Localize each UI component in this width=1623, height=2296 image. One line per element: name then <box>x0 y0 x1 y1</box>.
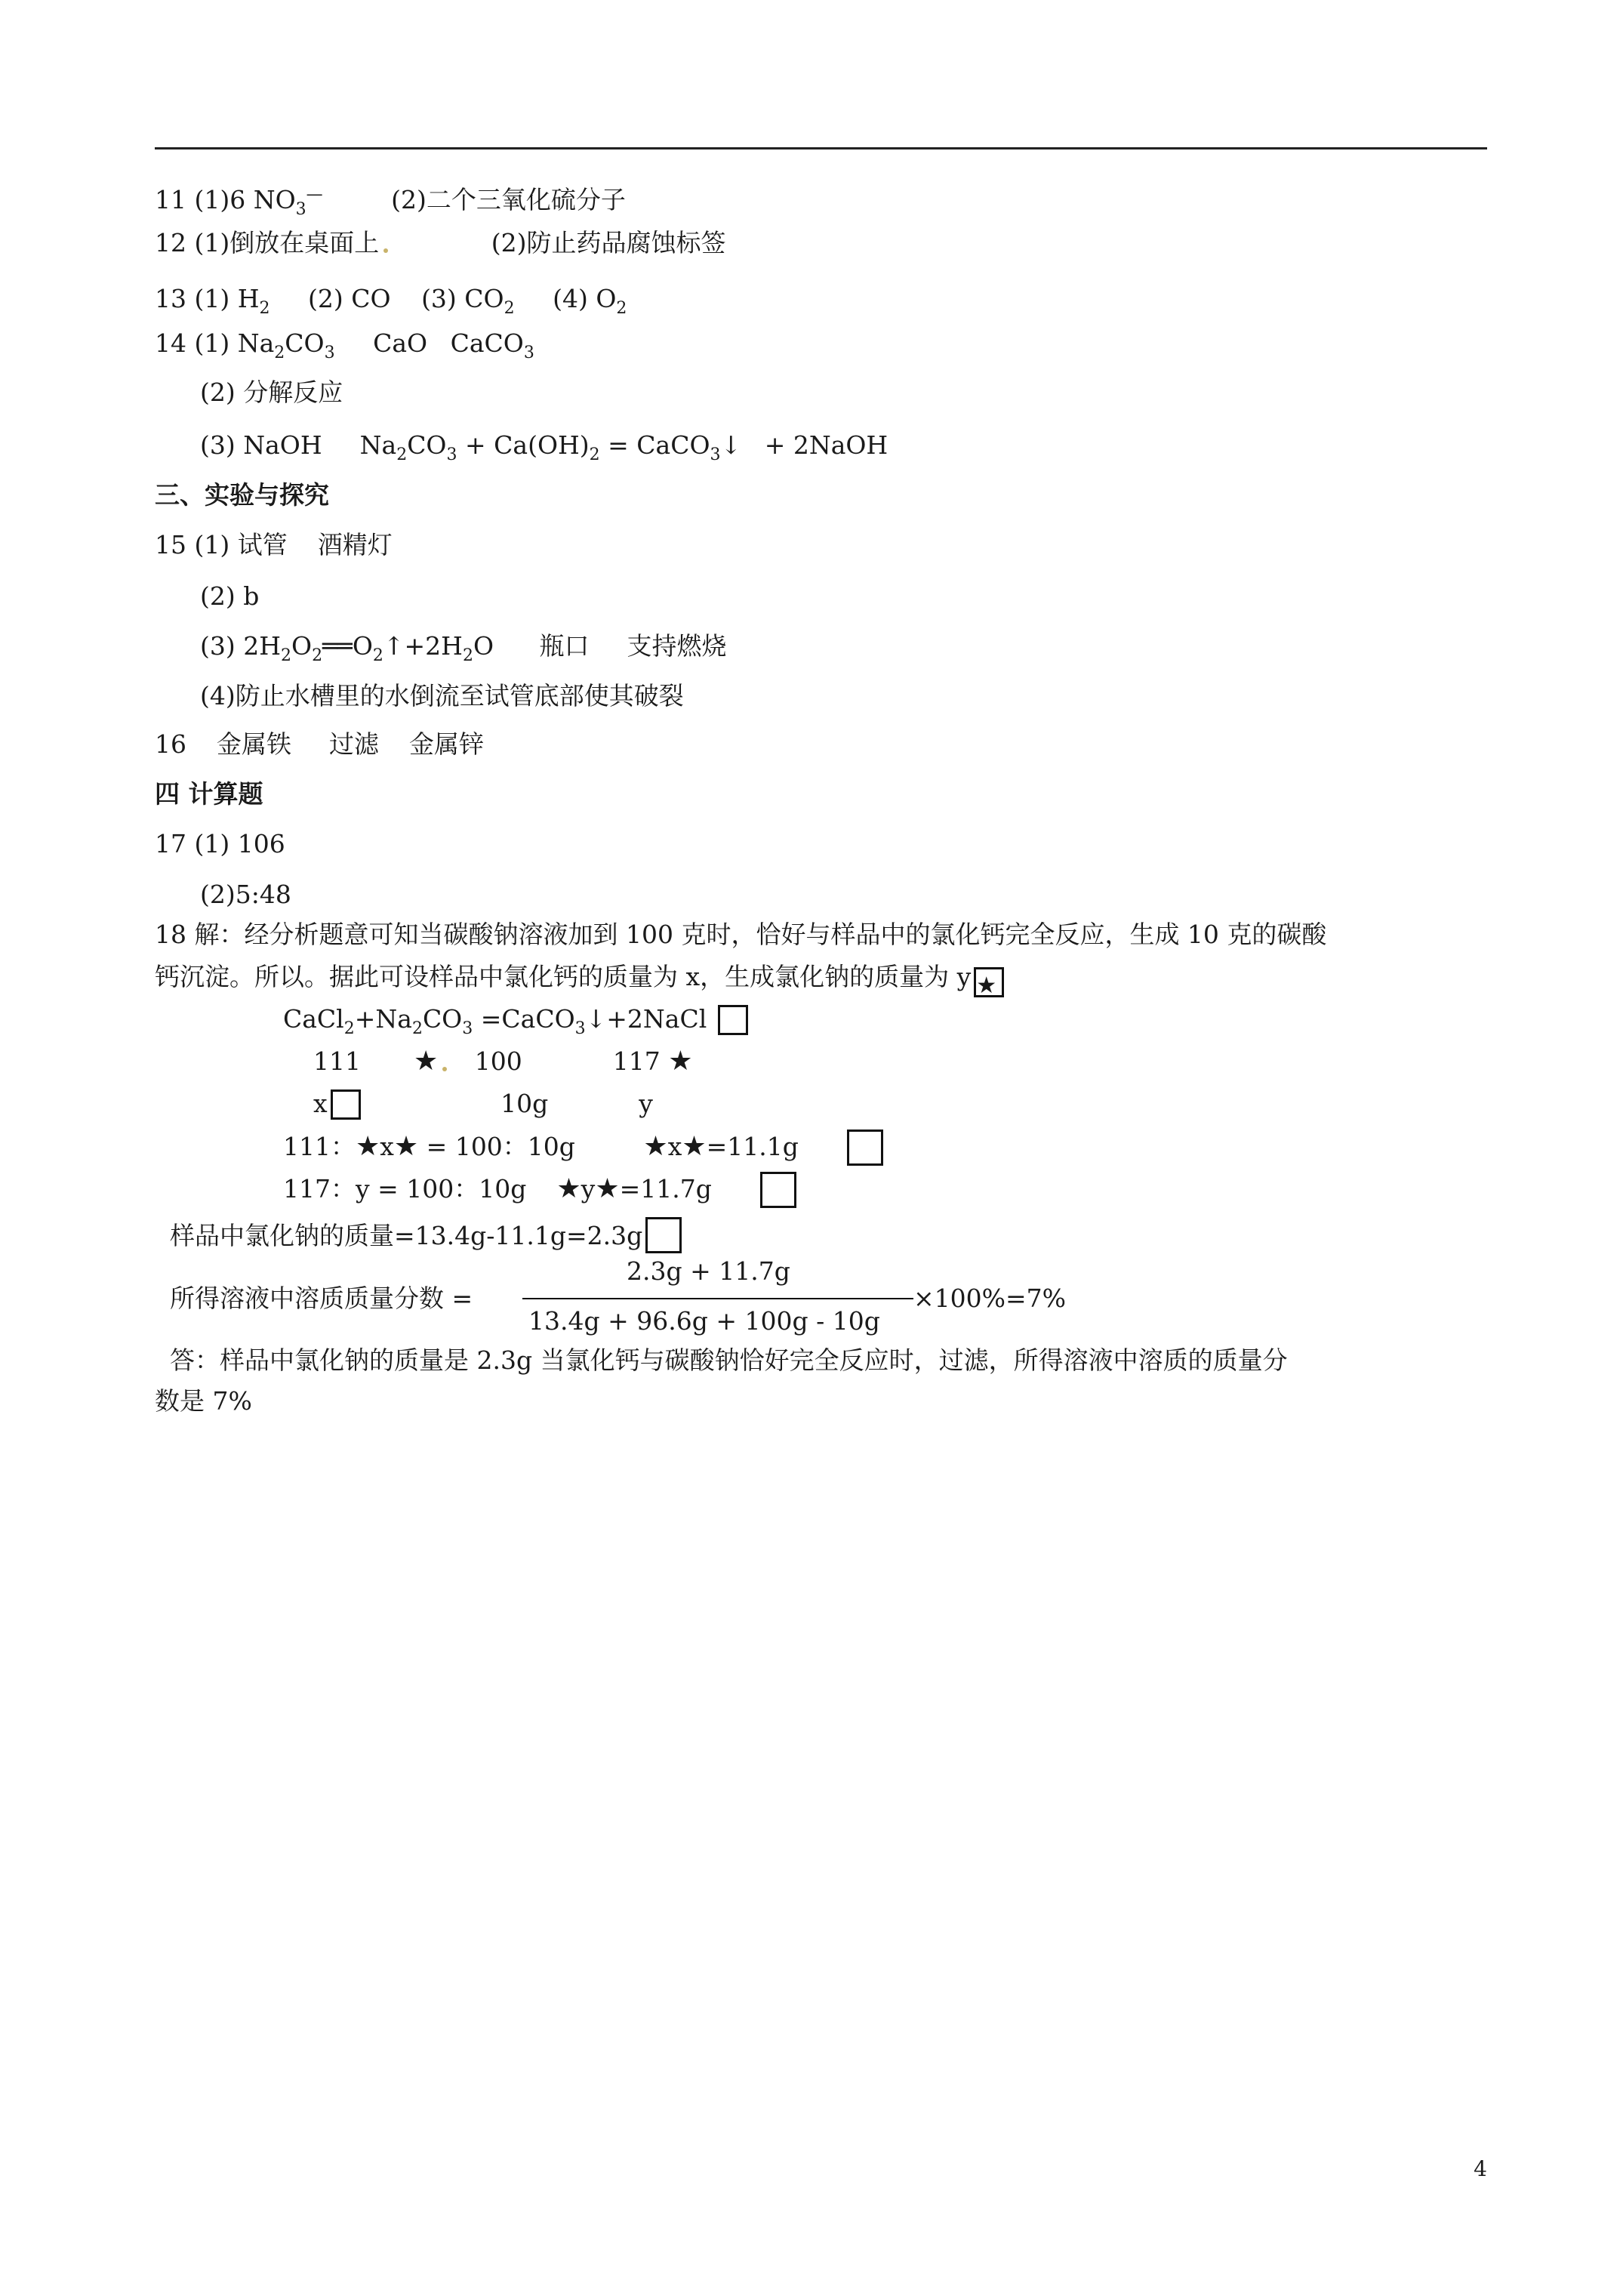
ratio-row-2: 117：y = 100：10g ★y★=11.7g <box>283 1172 796 1208</box>
star-icon: ★ <box>682 1131 707 1162</box>
fraction-denominator: 13.4g + 96.6g + 100g - 10g <box>528 1306 880 1336</box>
box-icon <box>718 1005 748 1035</box>
fraction-result: ×100%=7% <box>913 1284 1066 1313</box>
star-icon: ★ <box>976 972 997 999</box>
star-icon: ★ <box>393 1131 419 1162</box>
mass-row: x 10g y <box>313 1089 653 1118</box>
box-icon <box>331 1089 361 1120</box>
answer-14-line-2: (2) 分解反应 <box>200 378 343 407</box>
answer-17-line-2: (2)5:48 <box>200 880 291 909</box>
fraction-label: 所得溶液中溶质质量分数 = <box>170 1284 473 1313</box>
answer-16: 16 金属铁 过滤 金属锌 <box>155 729 484 759</box>
fraction-bar <box>522 1298 913 1299</box>
answer-14-line-3: (3) NaOH $Na_2CO_3 + Ca(OH)_2$ = CaCO$_3$↓ + 2NaOH <box>200 430 888 464</box>
section-3-heading: 三、实验与探究 <box>155 480 329 510</box>
box-icon <box>760 1172 796 1208</box>
answer-18-line-2: 钙沉淀。所以。据此可设样品中氯化钙的质量为 x，生成氯化钠的质量为 y ★ <box>155 962 1004 997</box>
page-number: 4 <box>1474 2156 1487 2181</box>
answer-15-line-2: (2) b <box>200 581 260 611</box>
star-icon: ★ <box>414 1046 439 1077</box>
answer-15-line-4: (4)防止水槽里的水倒流至试管底部使其破裂 <box>200 681 684 710</box>
star-icon: ★ <box>643 1131 668 1162</box>
answer-15-line-3: (3) $2H_2O_2══O_2↑+2H_2O$ 瓶口 支持燃烧 <box>200 631 727 665</box>
sodium-chloride-mass: 样品中氯化钠的质量=13.4g-11.1g=2.3g <box>170 1217 682 1253</box>
answer-12: 12 (1)倒放在桌面上 (2)防止药品腐蚀标签 <box>155 228 726 257</box>
answer-18-line-1: 18 解：经分析题意可知当碳酸钠溶液加到 100 克时，恰好与样品中的氯化钙完全反应，生成 10 克的碳酸 <box>155 920 1327 949</box>
answer-11: 11 (1)6 $NO_3^—$ (2)二个三氧化硫分子 <box>155 185 626 219</box>
answer-14-line-1: 14 (1) $Na_2CO_3$ CaO CaCO$_3$ <box>155 328 534 362</box>
box-icon <box>645 1217 682 1253</box>
answer-17-line-1: 17 (1) 106 <box>155 829 285 858</box>
section-4-heading: 四 计算题 <box>155 779 263 809</box>
molar-mass-row: 111 ★ 100 117 ★ <box>313 1046 693 1077</box>
checkbox-icon <box>974 967 1004 997</box>
star-icon: ★ <box>668 1046 693 1077</box>
star-icon: ★ <box>595 1173 620 1204</box>
star-icon: ★ <box>356 1131 380 1162</box>
answer-13: 13 (1) $H_2$ (2) CO (3) $CO_2$ (4) $O_2$ <box>155 284 627 318</box>
box-icon <box>847 1130 883 1166</box>
fraction-numerator: 2.3g + 11.7g <box>627 1256 790 1286</box>
star-icon: ★ <box>556 1173 581 1204</box>
reaction-equation: $CaCl_2+Na_2CO_3$ =CaCO$_3$↓+2NaCl <box>283 1004 748 1044</box>
answer-18-conclusion-2: 数是 7% <box>155 1386 252 1416</box>
answer-18-conclusion-1: 答：样品中氯化钠的质量是 2.3g 当氯化钙与碳酸钠恰好完全反应时，过滤，所得溶液中溶质的质量分 <box>170 1345 1288 1375</box>
ratio-row-1: 111：★x★ = 100：10g ★x★=11.1g <box>283 1130 883 1166</box>
header-rule <box>155 147 1487 149</box>
answer-15-line-1: 15 (1) 试管 酒精灯 <box>155 530 393 559</box>
